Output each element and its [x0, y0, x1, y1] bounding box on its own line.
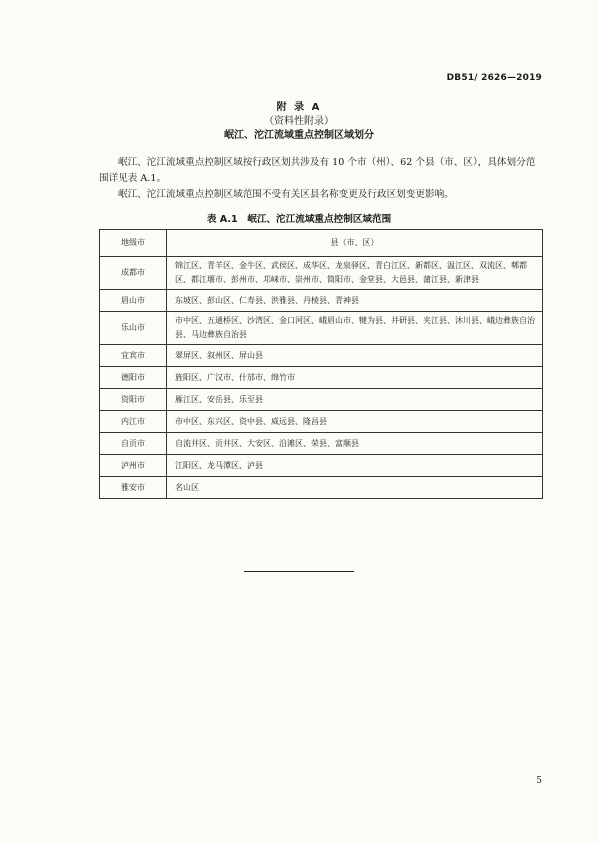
row-city: 资阳市 — [100, 389, 167, 411]
table-row — [100, 312, 543, 345]
row-city: 乐山市 — [100, 312, 167, 345]
row-city: 雅安市 — [100, 477, 167, 499]
table-row — [100, 455, 543, 477]
row-counties: 锦江区、青羊区、金牛区、武侯区、成华区、龙泉驿区、青白江区、新都区、温江区、双流区、郫都区、都江堰市、彭州市、邛崃市、崇州市、简阳市、金堂县、大邑县、蒲江县、新津县 — [167, 257, 543, 290]
row-counties: 翠屏区、叙州区、屏山县 — [167, 345, 543, 367]
row-city: 泸州市 — [100, 455, 167, 477]
row-city: 自贡市 — [100, 433, 167, 455]
row-counties: 市中区、东兴区、资中县、威远县、隆昌县 — [167, 411, 543, 433]
row-city: 德阳市 — [100, 367, 167, 389]
row-city: 宜宾市 — [100, 345, 167, 367]
paragraph-note: 岷江、沱江流域重点控制区域范围不受有关区县名称变更及行政区划变更影响。 — [118, 189, 454, 200]
table-row — [100, 367, 543, 389]
row-counties: 东坡区、彭山区、仁寿县、洪雅县、丹棱县、青神县 — [167, 290, 543, 312]
table-row — [100, 257, 543, 290]
table-row — [100, 411, 543, 433]
row-counties: 江阳区、龙马潭区、泸县 — [167, 455, 543, 477]
header-counties: 县（市、区） — [167, 230, 543, 257]
table-caption: 表 A.1 岷江、沱江流域重点控制区域范围 — [206, 214, 392, 225]
row-city: 内江市 — [100, 411, 167, 433]
table-row — [100, 389, 543, 411]
end-rule — [244, 571, 354, 572]
region-table — [99, 229, 543, 499]
table-row — [100, 433, 543, 455]
row-counties: 名山区 — [167, 477, 543, 499]
row-counties: 市中区、五通桥区、沙湾区、金口河区、峨眉山市、犍为县、井研县、夹江县、沐川县、峨边彝族自治县、马边彝族自治县 — [167, 312, 543, 345]
appendix-label: 附 录 A — [276, 102, 322, 113]
header-city: 地级市 — [100, 230, 167, 257]
paragraph-scope: 岷江、沱江流域重点控制区域按行政区划共涉及有 10 个市（州）、62 个县（市、区），具体划分范围详见表 A.1。 — [99, 157, 536, 184]
table-row — [100, 345, 543, 367]
table-row — [100, 477, 543, 499]
appendix-type: （资料性附录） — [264, 116, 334, 127]
row-counties: 雁江区、安岳县、乐至县 — [167, 389, 543, 411]
table-row — [100, 290, 543, 312]
document-code: DB51/ 2626—2019 — [446, 73, 542, 83]
table-header-row — [100, 230, 543, 257]
page-number: 5 — [536, 776, 542, 786]
row-city: 成都市 — [100, 257, 167, 290]
appendix-title: 岷江、沱江流域重点控制区域划分 — [224, 130, 374, 141]
row-counties: 旌阳区、广汉市、什邡市、绵竹市 — [167, 367, 543, 389]
row-counties: 自流井区、贡井区、大安区、沿滩区、荣县、富顺县 — [167, 433, 543, 455]
row-city: 眉山市 — [100, 290, 167, 312]
